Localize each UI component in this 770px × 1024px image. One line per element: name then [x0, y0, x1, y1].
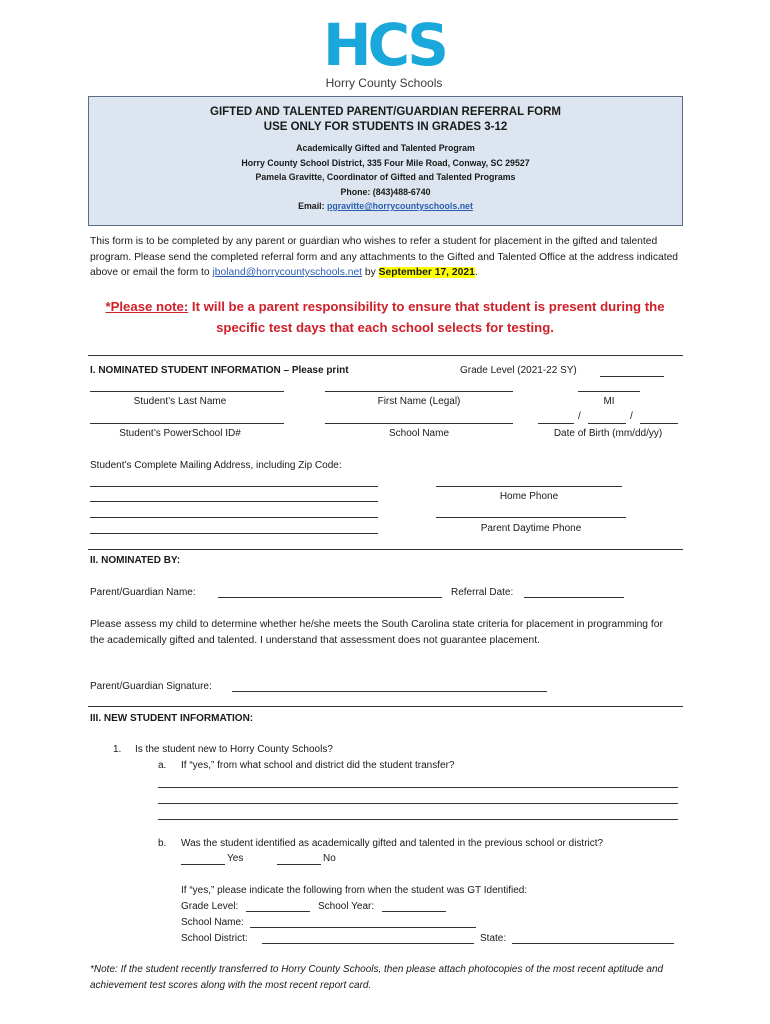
question-1-number: 1. [113, 744, 122, 755]
dob-slash-1: / [578, 411, 581, 422]
question-b: Was the student identified as academically gifted and talented in the previous school or district? [181, 838, 604, 849]
powerschool-id-field[interactable] [90, 423, 284, 424]
gt-no-field[interactable] [277, 864, 321, 865]
first-name-field[interactable] [325, 391, 513, 392]
logo-name: Horry County Schools [325, 76, 443, 90]
gt-grade-level-label: Grade Level: [181, 901, 242, 912]
deadline: September 17, 2021 [378, 267, 475, 278]
transfer-school-line-1[interactable] [158, 787, 678, 788]
if-yes-instructions: If “yes,” please indicate the following from when the student was GT Identified: [181, 885, 528, 896]
home-phone-field[interactable] [436, 486, 622, 487]
section-1-heading: I. NOMINATED STUDENT INFORMATION – Please print [90, 365, 349, 376]
form-title: GIFTED AND TALENTED PARENT/GUARDIAN REFERRAL FORM [210, 106, 561, 118]
transfer-school-line-3[interactable] [158, 819, 678, 820]
section-3-divider [88, 706, 683, 707]
gt-grade-level-field[interactable] [246, 911, 310, 912]
gt-school-year-field[interactable] [382, 911, 446, 912]
gt-no-label: No [323, 853, 336, 864]
header-box [88, 96, 683, 226]
gt-school-name-field[interactable] [250, 927, 476, 928]
question-b-letter: b. [158, 838, 167, 849]
email-label: Email: [298, 201, 327, 211]
gt-yes-label: Yes [227, 853, 244, 864]
signature-label: Parent/Guardian Signature: [90, 681, 215, 692]
form-subtitle: USE ONLY FOR STUDENTS IN GRADES 3-12 [263, 121, 508, 133]
address-line-3[interactable] [90, 517, 378, 518]
grade-level-field[interactable] [600, 376, 664, 377]
gt-school-district-field[interactable] [262, 943, 474, 944]
note-prefix: *Please note: [105, 299, 189, 314]
gt-school-name-label: School Name: [181, 917, 244, 928]
gt-school-year-label: School Year: [318, 901, 375, 912]
parent-name-label: Parent/Guardian Name: [90, 587, 199, 598]
last-name-label: Student’s Last Name [133, 396, 227, 407]
parent-daytime-phone-field[interactable] [436, 517, 626, 518]
mi-label: MI [603, 396, 615, 407]
signature-field[interactable] [232, 691, 547, 692]
intro-text: This form is to be completed by any parent or guardian who wishes to refer a student for placement in the gifted and talented program. Please send the completed referral form and any attachments to the Gifted and Talented Office at the address indicated above or email the form to [90, 236, 679, 278]
transfer-footnote: *Note: If the student recently transferred to Horry County Schools, then please attach photocopies of the most recent aptitude and achievement test scores along with the most recent report card. [90, 964, 664, 991]
coordinator-email-link[interactable]: pgravitte@horrycountyschools.net [326, 201, 473, 211]
phone: Phone: (843)488-6740 [340, 186, 431, 197]
home-phone-label: Home Phone [499, 491, 559, 502]
intro-end: . [474, 267, 478, 278]
submission-email-link[interactable]: jboland@horrycountyschools.net [212, 267, 363, 278]
parent-name-field[interactable] [218, 597, 442, 598]
last-name-field[interactable] [90, 391, 284, 392]
email-line [89, 199, 682, 214]
gt-school-district-label: School District: [181, 933, 251, 944]
program-name: Academically Gifted and Talented Program [296, 143, 475, 153]
school-name-field[interactable] [325, 423, 513, 424]
district-address: Horry County School District, 335 Four Mile Road, Conway, SC 29527 [241, 157, 530, 168]
parent-responsibility-note [80, 296, 690, 338]
parent-daytime-phone-label: Parent Daytime Phone [480, 523, 582, 534]
grade-level-label: Grade Level (2021-22 SY) [460, 365, 577, 376]
dob-year-field[interactable] [640, 423, 678, 424]
gt-yes-field[interactable] [181, 864, 225, 865]
address-label: Student’s Complete Mailing Address, including Zip Code: [90, 460, 342, 471]
dob-month-field[interactable] [538, 423, 574, 424]
school-name-label: School Name [388, 428, 450, 439]
question-a-letter: a. [158, 760, 167, 771]
note-text: It will be a parent responsibility to ensure that student is present during the specific test days that each school selects for testing. [188, 299, 665, 335]
section-2-divider [88, 549, 683, 550]
gt-state-label: State: [480, 933, 509, 944]
section-2-heading: II. NOMINATED BY: [90, 555, 181, 566]
referral-date-label: Referral Date: [451, 587, 517, 598]
logo-letters: HCS [323, 11, 445, 79]
assessment-statement: Please assess my child to determine whether he/she meets the South Carolina state criteria for placement in programming for the academically gifted and talented. I understand that assessment does not guarantee placement. [90, 619, 663, 646]
section-1-divider [88, 355, 683, 356]
mi-field[interactable] [578, 391, 640, 392]
referral-date-field[interactable] [524, 597, 624, 598]
address-line-2[interactable] [90, 501, 378, 502]
intro-by: by [362, 267, 379, 278]
coordinator: Pamela Gravitte, Coordinator of Gifted and Talented Programs [255, 172, 516, 182]
intro-paragraph [90, 234, 680, 281]
dob-day-field[interactable] [588, 423, 626, 424]
dob-slash-2: / [630, 411, 633, 422]
dob-label: Date of Birth (mm/dd/yy) [553, 428, 663, 439]
transfer-school-line-2[interactable] [158, 803, 678, 804]
section-3-heading: III. NEW STUDENT INFORMATION: [90, 713, 254, 724]
gt-state-field[interactable] [512, 943, 674, 944]
powerschool-id-label: Student’s PowerSchool ID# [119, 428, 241, 439]
address-line-1[interactable] [90, 486, 378, 487]
first-name-label: First Name (Legal) [377, 396, 461, 407]
question-a: If “yes,” from what school and district did the student transfer? [181, 760, 455, 771]
hcs-logo [318, 11, 450, 92]
question-1: Is the student new to Horry County Schools? [135, 744, 333, 755]
address-line-4[interactable] [90, 533, 378, 534]
